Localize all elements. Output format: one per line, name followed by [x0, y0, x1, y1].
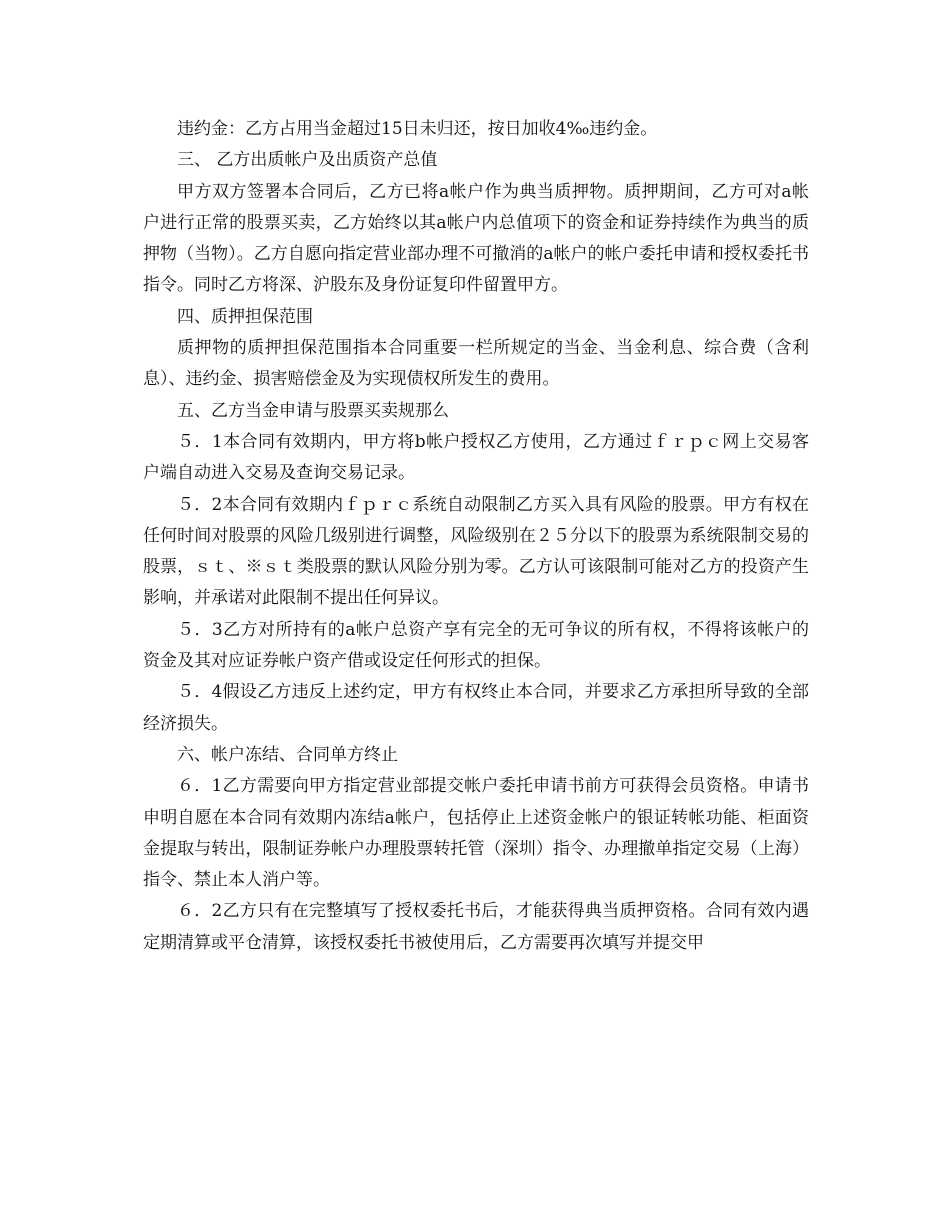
clause-5-2: ５．2本合同有效期内ｆｐｒｃ系统自动限制乙方买入具有风险的股票。甲方有权在任何时间对股票的风险几级别进行调整，风险级别在２５分以下的股票为系统限制交易的股票，ｓｔ、※ｓｔ类股票的默认风险分别为零。乙方认可该限制可能对乙方的投资产生影响，并承诺对此限制不提出任何异议。 — [143, 494, 809, 609]
paragraph-pledge-account: 甲方双方签署本合同后，乙方已将a帐户作为典当质押物。质押期间，乙方可对a帐户进行正常的股票买卖，乙方始终以其a帐户内总值项下的资金和证券持续作为典当的质押物（当物）。乙方自愿向指定营业部办理不可撤消的a帐户的帐户委托申请和授权委托书指令。同时乙方将深、沪股东及身份证复印件留置甲方。 — [143, 181, 809, 296]
clause-5-4: ５．4假设乙方违反上述约定，甲方有权终止本合同，并要求乙方承担所导致的全部经济损失。 — [143, 682, 809, 734]
section-heading-3: 三、 乙方出质帐户及出质资产总值 — [177, 150, 438, 171]
paragraph-penalty: 违约金：乙方占用当金超过15日未归还，按日加收4‰违约金。 — [177, 119, 658, 139]
section-heading-6: 六、帐户冻结、合同单方终止 — [177, 744, 398, 765]
clause-5-1: ５．1本合同有效期内，甲方将b帐户授权乙方使用，乙方通过ｆｒｐｃ网上交易客户端自动进入交易及查询交易记录。 — [143, 431, 809, 484]
clause-6-1: ６．1乙方需要向甲方指定营业部提交帐户委托申请书前方可获得会员资格。申请书申明自愿在本合同有效期内冻结a帐户，包括停止上述资金帐户的银证转帐功能、柜面资金提取与转出，限制证券帐户办理股票转托管（深圳）指令、办理撤单指定交易（上海）指令、禁止本人消户等。 — [143, 776, 809, 891]
section-heading-5: 五、乙方当金申请与股票买卖规那么 — [177, 400, 449, 421]
clause-6-2: ６．2乙方只有在完整填写了授权委托书后，才能获得典当质押资格。合同有效内遇定期清算或平仓清算，该授权委托书被使用后，乙方需要再次填写并提交甲 — [143, 901, 809, 953]
section-heading-4: 四、质押担保范围 — [177, 306, 313, 327]
document-body — [143, 114, 809, 959]
clause-5-3: ５．3乙方对所持有的a帐户总资产享有完全的无可争议的所有权，不得将该帐户的资金及其对应证券帐户资产借或设定任何形式的担保。 — [143, 619, 809, 672]
paragraph-guarantee-scope: 质押物的质押担保范围指本合同重要一栏所规定的当金、当金利息、综合费（含利息）、违约金、损害赔偿金及为实现债权所发生的费用。 — [143, 338, 809, 390]
